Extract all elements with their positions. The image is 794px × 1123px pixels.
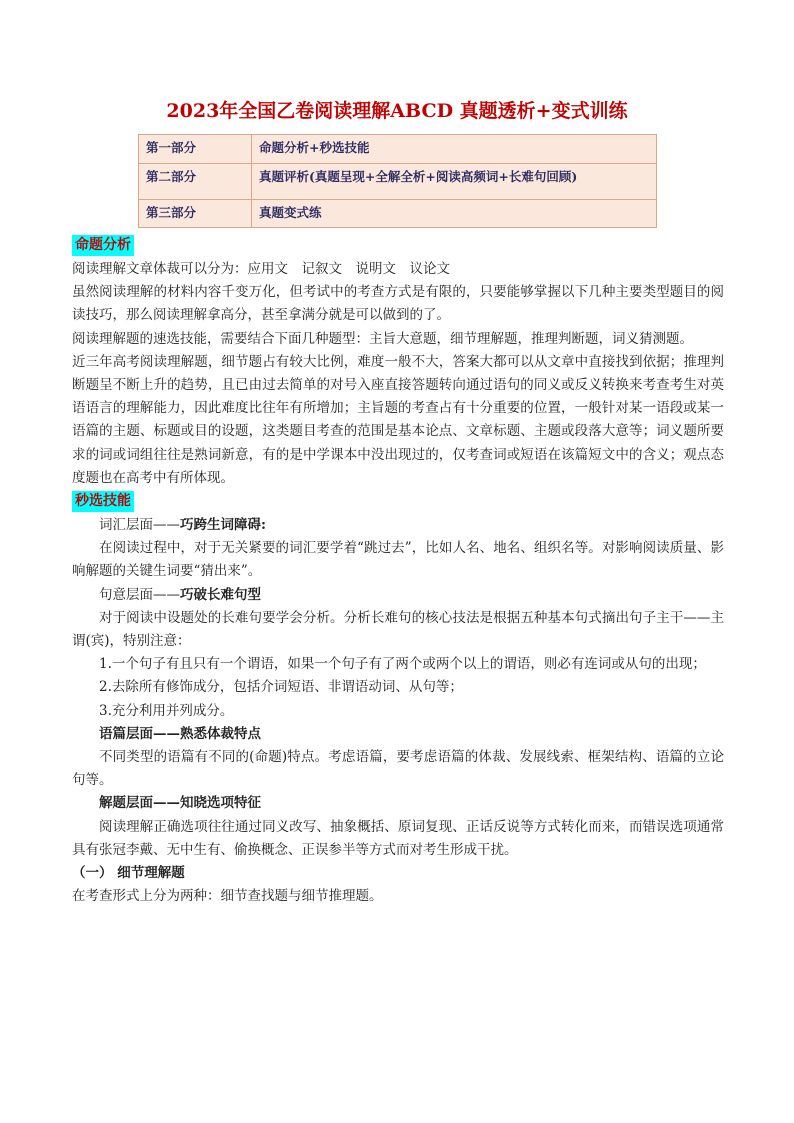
subheading-solving: 解题层面——知晓选项特征	[99, 795, 261, 812]
contents-table	[138, 134, 657, 228]
contents-row	[139, 164, 657, 200]
contents-part: 第一部分	[139, 135, 252, 164]
paragraph: 对于阅读中设题处的长难句要学会分析。分析长难句的核心技法是根据五种基本句式摘出句子主干——主谓(宾)，特别注意：	[72, 609, 724, 650]
contents-desc: 命题分析+秒选技能	[252, 135, 657, 164]
subheading-sentence-title: 巧破长难句型	[180, 586, 261, 603]
contents-part: 第三部分	[139, 200, 252, 228]
document-body	[72, 234, 724, 908]
subheading-sentence-lead: 句意层面——	[99, 586, 180, 603]
subheading-sentence	[72, 584, 724, 607]
subsection-heading-detail: （一） 细节理解题	[72, 865, 185, 882]
list-item: 2.去除所有修饰成分，包括介词短语、非谓语动词、从句等；	[99, 679, 463, 696]
paragraph: 在阅读过程中，对于无关紧要的词汇要学着“跳过去”，比如人名、地名、组织名等。对影响阅读质量、影响解题的关键生词要“猜出来”。	[72, 540, 724, 580]
contents-desc: 真题变式练	[252, 200, 657, 228]
document-title: 2023年全国乙卷阅读理解ABCD 真题透析+变式训练	[166, 100, 628, 122]
paragraph: 阅读理解题的速选技能，需要结合下面几种题型：主旨大意题，细节理解题，推理判断题，词义猜测题。	[72, 330, 693, 347]
paragraph: 不同类型的语篇有不同的(命题)特点。考虑语篇，要考虑语篇的体裁、发展线索、框架结构、语篇的立论句等。	[72, 749, 724, 789]
paragraph: 阅读理解文章体裁可以分为：应用文 记叙文 说明文 议论文	[72, 261, 450, 277]
paragraph: 虽然阅读理解的材料内容千变万化，但考试中的考查方式是有限的，只要能够掌握以下几种主要类型题目的阅读技巧，那么阅读理解拿高分，甚至拿满分就是可以做到的了。	[72, 284, 724, 324]
contents-desc: 真题评析(真题呈现+全解全析+阅读高频词+长难句回顾)	[252, 164, 657, 200]
subheading-discourse: 语篇层面——熟悉体裁特点	[99, 725, 261, 742]
paragraph: 近三年高考阅读理解题，细节题占有较大比例，难度一般不大，答案大都可以从文章中直接找到依据；推理判断题呈不断上升的趋势，且已由过去简单的对号入座直接答题转向通过语句的同义或反义转换来考查考生对英语语言的理解能力，因此难度比往年有所增加；主旨题的考查占有十分重要的位置，一般针对某一语段或某一语篇的主题、标题或目的设题，这类题目考查的范围是基本论点、文章标题、主题或段落大意等；词义题所要求的词或词组往往是熟词新意，有的是中学课本中没出现过的，仅考查词或短语在该篇短文中的含义；观点态度题也在高考中有所体现。	[72, 353, 724, 486]
subheading-vocab	[72, 514, 724, 537]
paragraph: 在考查形式上分为两种：细节查找题与细节推理题。	[72, 888, 383, 905]
list-item: 1.一个句子有且只有一个谓语，如果一个句子有了两个或两个以上的谓语，则必有连词或从句的出现；	[99, 656, 706, 673]
subheading-vocab-lead: 词汇层面——	[99, 517, 180, 534]
contents-row	[139, 135, 657, 164]
contents-part: 第二部分	[139, 164, 252, 200]
section-heading-analysis: 命题分析	[72, 235, 134, 256]
subheading-vocab-title: 巧跨生词障碍:	[180, 517, 266, 534]
contents-row	[139, 200, 657, 228]
paragraph: 阅读理解正确选项往往通过同义改写、抽象概括、原词复现、正话反说等方式转化而来，而错误选项通常具有张冠李戴、无中生有、偷换概念、正误参半等方式而对考生形成干扰。	[72, 818, 724, 858]
section-heading-skills: 秒选技能	[72, 491, 134, 512]
list-item: 3.充分利用并列成分。	[99, 702, 234, 719]
